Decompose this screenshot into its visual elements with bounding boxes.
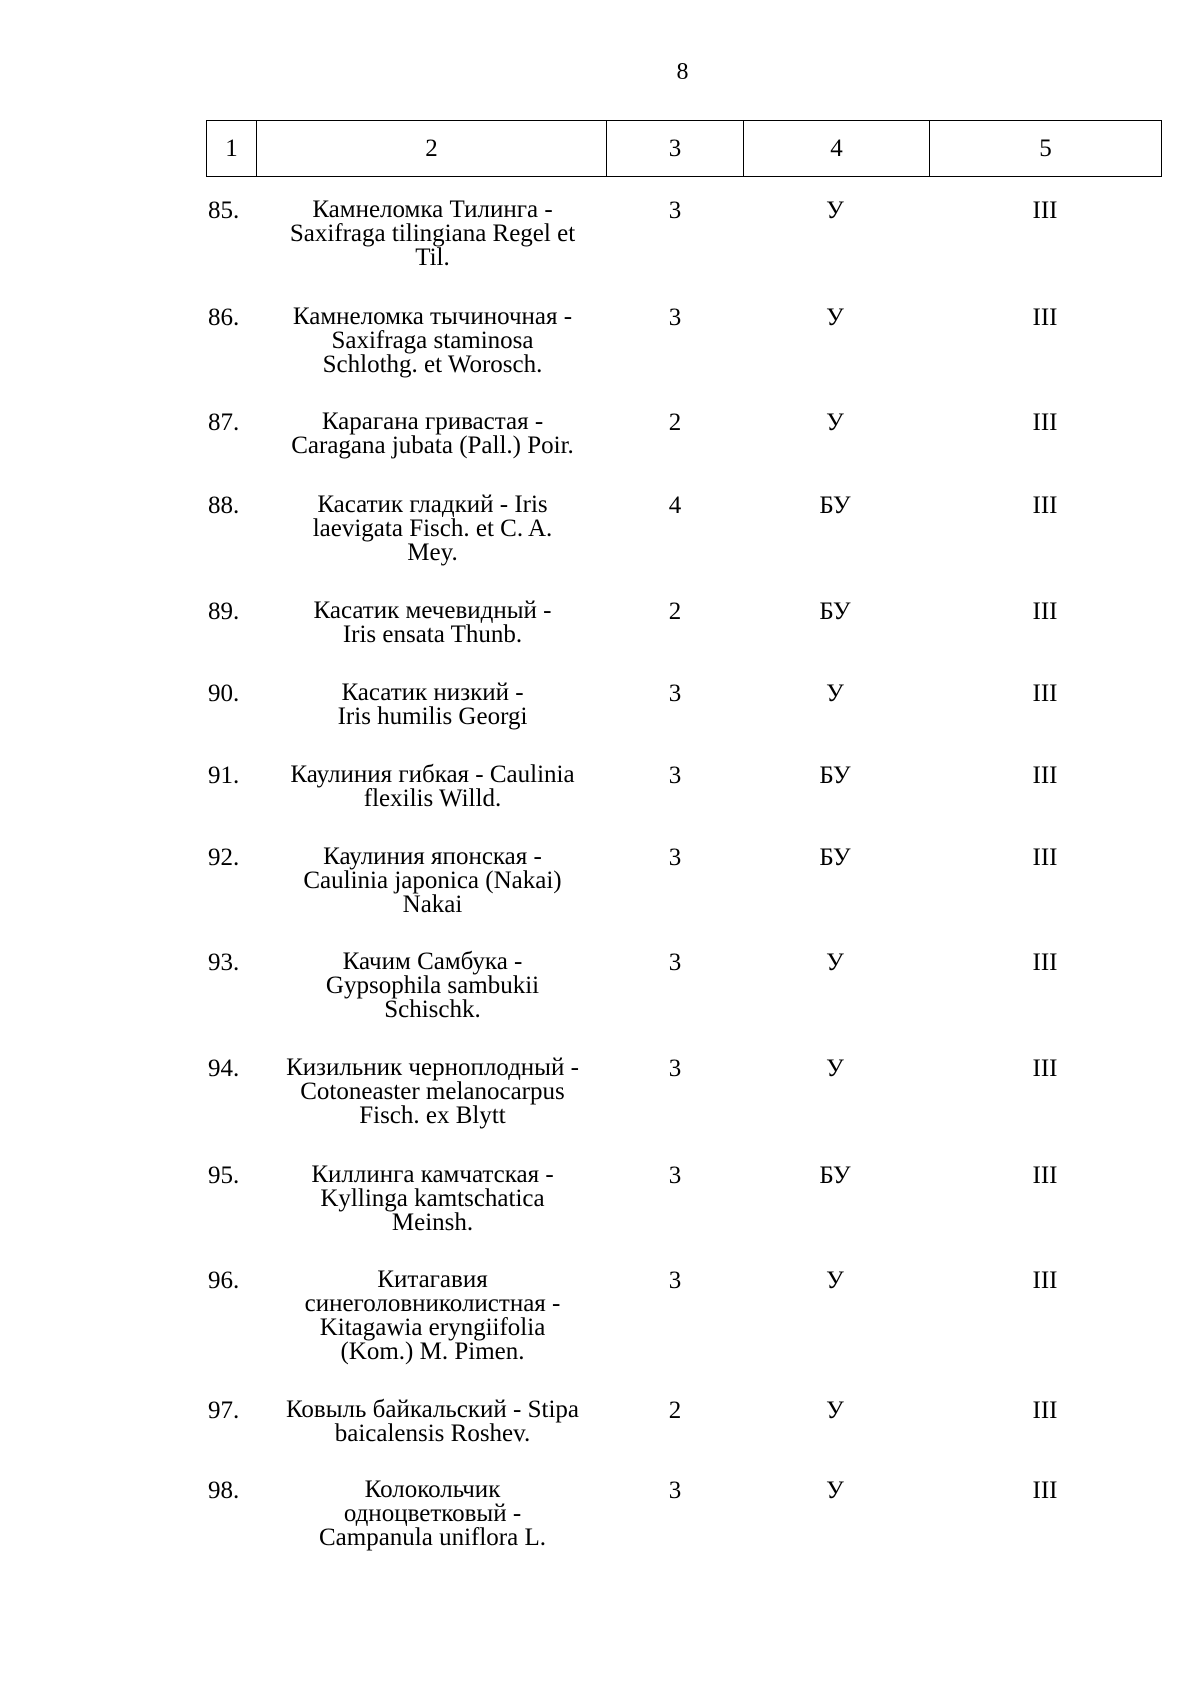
status-value: У [826, 680, 844, 707]
species-name: Каулиния гибкая - Caulinia flexilis Willd. [290, 761, 575, 812]
category-value: 4 [668, 492, 682, 519]
header-col-2: 2 [257, 121, 607, 177]
list-value: III [1032, 304, 1058, 331]
species-name: Камнеломка Тилинга - Saxifraga tilingiana Regel et Til. [289, 196, 576, 271]
species-name: Карагана гривастая - Caragana jubata (Pall.) Poir. [291, 408, 574, 459]
species-name: Киллинга камчатская - Kyllinga kamtschatica Meinsh. [311, 1161, 554, 1236]
status-value: БУ [819, 492, 851, 519]
list-value: III [1032, 598, 1058, 625]
header-col-5: 5 [930, 121, 1162, 177]
header-col-1: 1 [207, 121, 257, 177]
row-number: 94. [208, 1055, 240, 1082]
row-number: 95. [208, 1162, 240, 1189]
category-value: 3 [668, 680, 682, 707]
status-value: У [826, 1477, 844, 1504]
list-value: III [1032, 409, 1058, 436]
status-value: У [826, 409, 844, 436]
species-name: Касатик мечевидный - Iris ensata Thunb. [313, 597, 552, 648]
list-value: III [1032, 492, 1058, 519]
list-value: III [1032, 1162, 1058, 1189]
status-value: БУ [819, 844, 851, 871]
list-value: III [1032, 1267, 1058, 1294]
list-value: III [1032, 762, 1058, 789]
row-number: 98. [208, 1477, 240, 1504]
row-number: 93. [208, 949, 240, 976]
list-value: III [1032, 197, 1058, 224]
list-value: III [1032, 949, 1058, 976]
status-value: У [826, 1055, 844, 1082]
status-value: У [826, 1267, 844, 1294]
species-name: Касатик низкий - Iris humilis Georgi [337, 679, 528, 730]
species-name: Кизильник черноплодный - Cotoneaster melanocarpus Fisch. ex Blytt [286, 1054, 579, 1129]
row-number: 87. [208, 409, 240, 436]
row-number: 85. [208, 197, 240, 224]
list-value: III [1032, 680, 1058, 707]
species-name: Ковыль байкальский - Stipa baicalensis Roshev. [285, 1396, 580, 1447]
row-number: 91. [208, 762, 240, 789]
category-value: 3 [668, 197, 682, 224]
category-value: 3 [668, 1477, 682, 1504]
species-name: Качим Самбука - Gypsophila sambukii Schischk. [325, 948, 540, 1023]
category-value: 3 [668, 304, 682, 331]
row-number: 89. [208, 598, 240, 625]
species-name: Камнеломка тычиночная - Saxifraga staminosa Schlothg. et Worosch. [292, 303, 573, 378]
status-value: У [826, 304, 844, 331]
species-name: Колокольчик одноцветковый - Campanula uniflora L. [318, 1476, 546, 1551]
category-value: 2 [668, 598, 682, 625]
category-value: 3 [668, 844, 682, 871]
row-number: 92. [208, 844, 240, 871]
species-name: Касатик гладкий - Iris laevigata Fisch. et C. A. Mey. [312, 491, 553, 566]
category-value: 3 [668, 762, 682, 789]
header-col-3: 3 [607, 121, 744, 177]
row-number: 88. [208, 492, 240, 519]
category-value: 3 [668, 949, 682, 976]
category-value: 3 [668, 1162, 682, 1189]
category-value: 2 [668, 409, 682, 436]
category-value: 2 [668, 1397, 682, 1424]
row-number: 97. [208, 1397, 240, 1424]
status-value: БУ [819, 1162, 851, 1189]
status-value: У [826, 1397, 844, 1424]
row-number: 96. [208, 1267, 240, 1294]
category-value: 3 [668, 1267, 682, 1294]
row-number: 90. [208, 680, 240, 707]
list-value: III [1032, 1397, 1058, 1424]
row-number: 86. [208, 304, 240, 331]
status-value: У [826, 197, 844, 224]
status-value: БУ [819, 598, 851, 625]
list-value: III [1032, 1477, 1058, 1504]
status-value: У [826, 949, 844, 976]
category-value: 3 [668, 1055, 682, 1082]
status-value: БУ [819, 762, 851, 789]
species-name: Китагавия синеголовниколистная - Kitagawia eryngiifolia (Kom.) M. Pimen. [304, 1266, 561, 1365]
header-col-4: 4 [744, 121, 930, 177]
list-value: III [1032, 1055, 1058, 1082]
page-number: 8 [676, 59, 689, 85]
list-value: III [1032, 844, 1058, 871]
species-name: Каулиния японская - Caulinia japonica (Nakai) Nakai [303, 843, 562, 918]
